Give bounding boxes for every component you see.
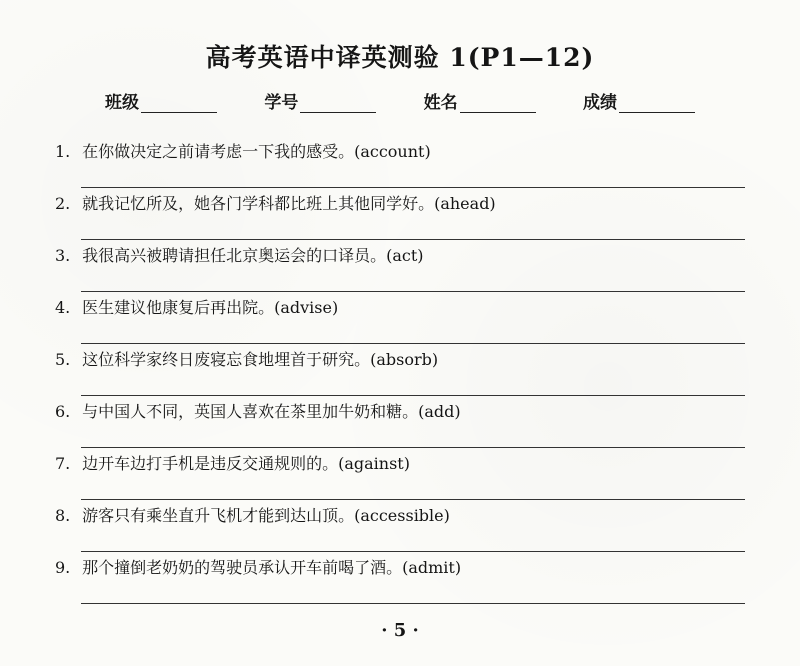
- question-text: 就我记忆所及，她各门学科都比班上其他同学好。(ahead): [82, 194, 496, 213]
- question-prompt: [55, 142, 431, 162]
- question-text: 医生建议他康复后再出院。(advise): [82, 298, 339, 317]
- answer-line[interactable]: [81, 447, 745, 448]
- question-prompt: [55, 402, 461, 422]
- answer-line[interactable]: [81, 603, 745, 604]
- answer-line[interactable]: [81, 395, 745, 396]
- question-prompt: [55, 298, 338, 318]
- question-prompt: [55, 558, 461, 578]
- question-item: [55, 246, 745, 298]
- question-item: [55, 350, 745, 402]
- student-number-label: 学号: [264, 93, 299, 113]
- question-prompt: [55, 350, 438, 370]
- student-number-blank[interactable]: [300, 94, 376, 113]
- answer-line[interactable]: [81, 187, 745, 188]
- question-number: 6.: [55, 402, 71, 421]
- answer-line[interactable]: [81, 551, 745, 552]
- answer-line[interactable]: [81, 499, 745, 500]
- question-list: [55, 142, 745, 610]
- answer-line[interactable]: [81, 291, 745, 292]
- question-number: 1.: [55, 142, 71, 161]
- question-number: 3.: [55, 246, 71, 265]
- question-text: 游客只有乘坐直升飞机才能到达山顶。(accessible): [82, 506, 450, 525]
- question-item: [55, 142, 745, 194]
- class-field: [105, 88, 217, 113]
- question-text: 在你做决定之前请考虑一下我的感受。(account): [82, 142, 431, 161]
- question-prompt: [55, 246, 424, 266]
- question-text: 这位科学家终日废寝忘食地埋首于研究。(absorb): [82, 350, 439, 369]
- question-text: 边开车边打手机是违反交通规则的。(against): [82, 454, 410, 473]
- answer-line[interactable]: [81, 239, 745, 240]
- question-text: 那个撞倒老奶奶的驾驶员承认开车前喝了酒。(admit): [82, 558, 462, 577]
- question-number: 9.: [55, 558, 71, 577]
- question-item: [55, 402, 745, 454]
- question-number: 2.: [55, 194, 71, 213]
- question-item: [55, 454, 745, 506]
- page-title: 高考英语中译英测验 1(P1—12): [205, 43, 595, 72]
- class-blank[interactable]: [141, 94, 217, 113]
- page-number: · 5 ·: [381, 620, 419, 641]
- question-text: 与中国人不同，英国人喜欢在茶里加牛奶和糖。(add): [82, 402, 461, 421]
- student-number-field: [264, 88, 376, 113]
- question-prompt: [55, 194, 496, 214]
- question-number: 7.: [55, 454, 71, 473]
- score-label: 成绩: [582, 93, 617, 113]
- student-info-row: [105, 88, 695, 113]
- question-number: 5.: [55, 350, 71, 369]
- question-number: 8.: [55, 506, 71, 525]
- score-blank[interactable]: [619, 94, 695, 113]
- score-field: [583, 88, 695, 113]
- class-label: 班级: [105, 93, 139, 113]
- name-blank[interactable]: [460, 94, 536, 113]
- question-text: 我很高兴被聘请担任北京奥运会的口译员。(act): [82, 246, 424, 265]
- answer-line[interactable]: [81, 343, 745, 344]
- question-item: [55, 194, 745, 246]
- question-item: [55, 298, 745, 350]
- question-item: [55, 558, 745, 610]
- question-prompt: [55, 454, 410, 474]
- name-label: 姓名: [423, 93, 458, 113]
- question-item: [55, 506, 745, 558]
- name-field: [424, 88, 536, 113]
- question-prompt: [55, 506, 450, 526]
- question-number: 4.: [55, 298, 71, 317]
